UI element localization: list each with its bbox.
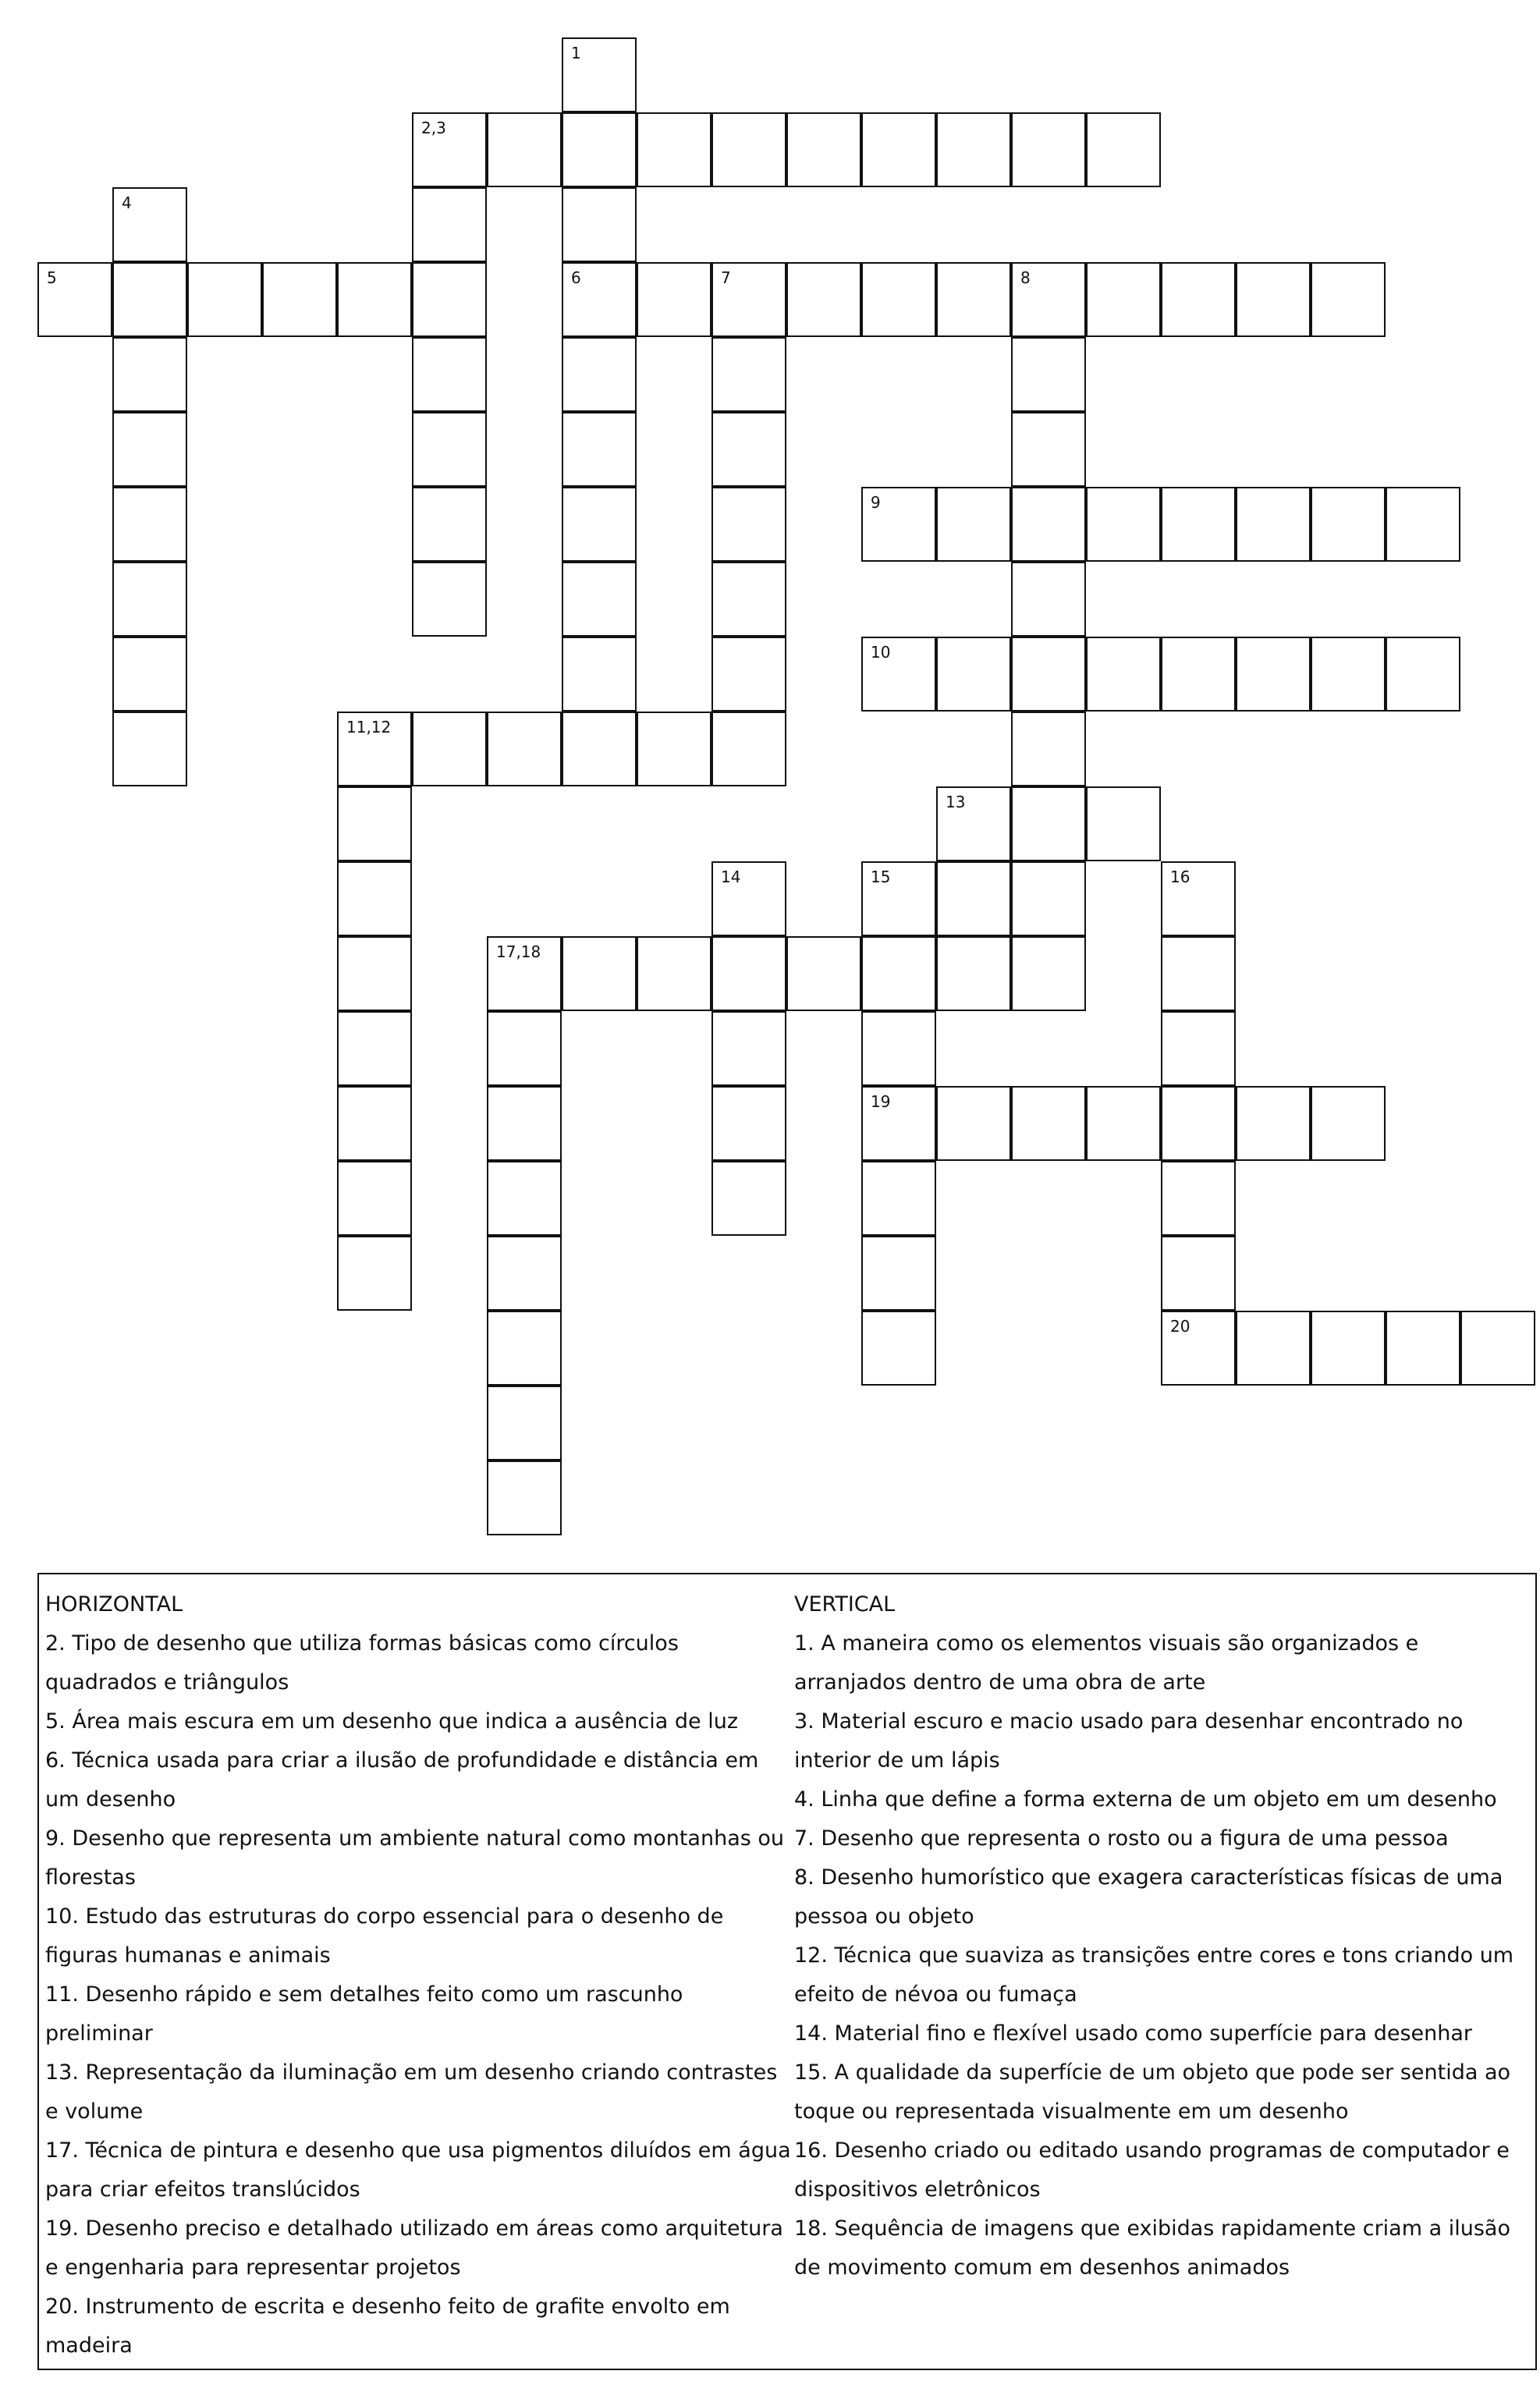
grid-cell[interactable] <box>637 936 711 1011</box>
grid-cell[interactable] <box>337 712 412 786</box>
grid-cell[interactable] <box>711 1086 786 1161</box>
across-clue: 19. Desenho preciso e detalhado utilizado em áreas como arquitetura e engenharia para representar projetos <box>45 2216 783 2280</box>
grid-cell[interactable] <box>861 1161 936 1236</box>
clue-number: 13 <box>946 793 966 811</box>
grid-cell[interactable] <box>562 337 637 412</box>
down-clue: 4. Linha que define a forma externa de um objeto em um desenho <box>794 1787 1497 1812</box>
grid-cell[interactable] <box>487 936 562 1011</box>
grid-cell[interactable] <box>487 112 562 187</box>
grid-cell[interactable] <box>1011 487 1086 562</box>
grid-cell[interactable] <box>1311 1086 1386 1161</box>
grid-cell[interactable] <box>711 936 786 1011</box>
grid-cell[interactable] <box>412 112 487 187</box>
grid-cell[interactable] <box>1161 637 1236 712</box>
grid-cell[interactable] <box>1086 786 1161 861</box>
grid-cell[interactable] <box>711 562 786 637</box>
clue-box <box>37 1573 1537 2370</box>
grid-cell[interactable] <box>1011 861 1086 936</box>
grid-cell[interactable] <box>711 712 786 786</box>
grid-cell[interactable] <box>861 637 936 712</box>
grid-cell[interactable] <box>412 337 487 412</box>
grid-cell[interactable] <box>1161 1011 1236 1086</box>
grid-cell[interactable] <box>112 637 187 712</box>
grid-cell[interactable] <box>487 712 562 786</box>
grid-cell[interactable] <box>337 1086 412 1161</box>
across-clues-column <box>45 1585 793 2365</box>
grid-cell[interactable] <box>487 1386 562 1460</box>
grid-cell[interactable] <box>936 637 1011 712</box>
grid-cell[interactable] <box>1086 1086 1161 1161</box>
grid-cell[interactable] <box>112 337 187 412</box>
grid-cell[interactable] <box>337 1011 412 1086</box>
down-clue: 1. A maneira como os elementos visuais são organizados e arranjados dentro de uma obra de arte <box>794 1631 1419 1695</box>
grid-cell[interactable] <box>1386 637 1460 712</box>
grid-cell[interactable] <box>337 786 412 861</box>
grid-cell[interactable] <box>1236 487 1311 562</box>
grid-cell[interactable] <box>337 1161 412 1236</box>
grid-cell[interactable] <box>1460 1311 1535 1386</box>
down-clue: 12. Técnica que suaviza as transições entre cores e tons criando um efeito de névoa ou fumaça <box>794 1943 1514 2007</box>
grid-cell[interactable] <box>1161 936 1236 1011</box>
grid-cell[interactable] <box>1011 262 1086 337</box>
grid-cell[interactable] <box>861 112 936 187</box>
grid-cell[interactable] <box>487 1460 562 1535</box>
grid-cell[interactable] <box>37 262 112 337</box>
grid-cell[interactable] <box>1161 1086 1236 1161</box>
grid-cell[interactable] <box>861 1236 936 1311</box>
down-clue: 3. Material escuro e macio usado para desenhar encontrado no interior de um lápis <box>794 1709 1464 1773</box>
grid-cell[interactable] <box>1086 262 1161 337</box>
grid-cell[interactable] <box>861 936 936 1011</box>
grid-cell[interactable] <box>936 861 1011 936</box>
clue-number: 4 <box>122 193 132 212</box>
down-heading: VERTICAL <box>794 1592 896 1617</box>
grid-cell[interactable] <box>861 1011 936 1086</box>
grid-cell[interactable] <box>637 262 711 337</box>
grid-cell[interactable] <box>936 262 1011 337</box>
grid-cell[interactable] <box>562 936 637 1011</box>
grid-cell[interactable] <box>1086 487 1161 562</box>
clue-number: 7 <box>721 268 731 287</box>
clue-number: 1 <box>571 44 581 62</box>
grid-cell[interactable] <box>786 262 861 337</box>
grid-cell[interactable] <box>562 187 637 262</box>
grid-cell[interactable] <box>412 187 487 262</box>
grid-cell[interactable] <box>936 112 1011 187</box>
grid-cell[interactable] <box>337 861 412 936</box>
grid-cell[interactable] <box>711 337 786 412</box>
grid-cell[interactable] <box>711 1161 786 1236</box>
grid-cell[interactable] <box>562 37 637 112</box>
down-clues-column <box>794 1585 1535 2287</box>
grid-cell[interactable] <box>861 861 936 936</box>
grid-cell[interactable] <box>936 786 1011 861</box>
down-clue: 15. A qualidade da superfície de um objeto que pode ser sentida ao toque ou representada visualmente em um desenho <box>794 2060 1511 2124</box>
clue-number: 20 <box>1170 1317 1190 1336</box>
grid-cell[interactable] <box>1011 1086 1086 1161</box>
grid-cell[interactable] <box>936 936 1011 1011</box>
across-clue: 11. Desenho rápido e sem detalhes feito como um rascunho preliminar <box>45 1982 683 2046</box>
grid-cell[interactable] <box>1011 112 1086 187</box>
grid-cell[interactable] <box>861 1311 936 1386</box>
grid-cell[interactable] <box>1311 262 1386 337</box>
grid-cell[interactable] <box>936 1086 1011 1161</box>
grid-cell[interactable] <box>337 936 412 1011</box>
clue-number: 16 <box>1170 868 1190 886</box>
grid-cell[interactable] <box>412 562 487 637</box>
grid-cell[interactable] <box>1011 786 1086 861</box>
grid-cell[interactable] <box>861 1086 936 1161</box>
grid-cell[interactable] <box>711 1011 786 1086</box>
grid-cell[interactable] <box>1161 1311 1236 1386</box>
grid-cell[interactable] <box>1086 637 1161 712</box>
grid-cell[interactable] <box>1011 412 1086 487</box>
down-clue: 7. Desenho que representa o rosto ou a figura de uma pessoa <box>794 1826 1449 1851</box>
grid-cell[interactable] <box>1386 1311 1460 1386</box>
grid-cell[interactable] <box>562 412 637 487</box>
grid-cell[interactable] <box>1311 637 1386 712</box>
across-clue: 17. Técnica de pintura e desenho que usa pigmentos diluídos em água para criar efeitos translúcidos <box>45 2138 791 2202</box>
grid-cell[interactable] <box>487 1086 562 1161</box>
grid-cell[interactable] <box>112 562 187 637</box>
grid-cell[interactable] <box>786 112 861 187</box>
grid-cell[interactable] <box>1011 562 1086 637</box>
grid-cell[interactable] <box>1086 112 1161 187</box>
grid-cell[interactable] <box>637 712 711 786</box>
across-clue: 6. Técnica usada para criar a ilusão de profundidade e distância em um desenho <box>45 1748 759 1812</box>
grid-cell[interactable] <box>562 637 637 712</box>
clue-number: 5 <box>47 268 57 287</box>
clue-number: 9 <box>871 493 881 512</box>
grid-cell[interactable] <box>262 262 337 337</box>
clue-number: 10 <box>871 643 891 662</box>
grid-cell[interactable] <box>412 262 487 337</box>
grid-cell[interactable] <box>1386 487 1460 562</box>
grid-cell[interactable] <box>412 712 487 786</box>
grid-cell[interactable] <box>112 412 187 487</box>
grid-cell[interactable] <box>1011 637 1086 712</box>
grid-cell[interactable] <box>412 487 487 562</box>
grid-cell[interactable] <box>861 487 936 562</box>
grid-cell[interactable] <box>337 1236 412 1311</box>
grid-cell[interactable] <box>562 487 637 562</box>
grid-cell[interactable] <box>337 262 412 337</box>
grid-cell[interactable] <box>1236 1086 1311 1161</box>
clue-number: 6 <box>571 268 581 287</box>
down-clue: 18. Sequência de imagens que exibidas rapidamente criam a ilusão de movimento comum em desenhos animados <box>794 2216 1510 2280</box>
grid-cell[interactable] <box>1161 1161 1236 1236</box>
grid-cell[interactable] <box>112 487 187 562</box>
grid-cell[interactable] <box>112 712 187 786</box>
grid-cell[interactable] <box>1311 487 1386 562</box>
across-clue: 13. Representação da iluminação em um desenho criando contrastes e volume <box>45 2060 778 2124</box>
across-clue: 9. Desenho que representa um ambiente natural como montanhas ou florestas <box>45 1826 785 1890</box>
grid-cell[interactable] <box>936 487 1011 562</box>
grid-cell[interactable] <box>861 262 936 337</box>
clue-number: 14 <box>721 868 741 886</box>
grid-cell[interactable] <box>412 412 487 487</box>
clue-number: 19 <box>871 1092 891 1111</box>
clue-number: 11,12 <box>346 718 392 736</box>
grid-cell[interactable] <box>562 562 637 637</box>
grid-cell[interactable] <box>1011 337 1086 412</box>
grid-cell[interactable] <box>711 262 786 337</box>
clue-number: 17,18 <box>496 942 541 961</box>
grid-cell[interactable] <box>711 112 786 187</box>
across-clue: 5. Área mais escura em um desenho que indica a ausência de luz <box>45 1709 739 1734</box>
clue-number: 2,3 <box>421 119 446 137</box>
grid-cell[interactable] <box>112 187 187 262</box>
grid-cell[interactable] <box>187 262 262 337</box>
grid-cell[interactable] <box>1311 1311 1386 1386</box>
grid-cell[interactable] <box>1011 712 1086 786</box>
grid-cell[interactable] <box>1161 861 1236 936</box>
grid-cell[interactable] <box>1236 637 1311 712</box>
grid-cell[interactable] <box>711 637 786 712</box>
grid-cell[interactable] <box>112 262 187 337</box>
clue-number: 8 <box>1020 268 1031 287</box>
grid-cell[interactable] <box>1236 1311 1311 1386</box>
across-heading: HORIZONTAL <box>45 1592 183 1617</box>
clue-number: 15 <box>871 868 891 886</box>
grid-cell[interactable] <box>1161 262 1236 337</box>
grid-cell[interactable] <box>1236 262 1311 337</box>
grid-cell[interactable] <box>562 712 637 786</box>
grid-cell[interactable] <box>711 487 786 562</box>
across-clue: 2. Tipo de desenho que utiliza formas básicas como círculos quadrados e triângulos <box>45 1631 679 1695</box>
grid-cell[interactable] <box>487 1161 562 1236</box>
grid-cell[interactable] <box>562 112 637 187</box>
down-clue: 14. Material fino e flexível usado como superfície para desenhar <box>794 2021 1473 2046</box>
across-clue: 10. Estudo das estruturas do corpo essencial para o desenho de figuras humanas e animais <box>45 1904 724 1968</box>
grid-cell[interactable] <box>1161 1236 1236 1311</box>
down-clue: 8. Desenho humorístico que exagera características físicas de uma pessoa ou objeto <box>794 1865 1503 1929</box>
grid-cell[interactable] <box>711 412 786 487</box>
grid-cell[interactable] <box>487 1236 562 1311</box>
grid-cell[interactable] <box>786 936 861 1011</box>
grid-cell[interactable] <box>711 861 786 936</box>
down-clue: 16. Desenho criado ou editado usando programas de computador e dispositivos eletrônicos <box>794 2138 1510 2202</box>
grid-cell[interactable] <box>637 112 711 187</box>
across-clue: 20. Instrumento de escrita e desenho feito de grafite envolto em madeira <box>45 2294 730 2358</box>
grid-cell[interactable] <box>562 262 637 337</box>
grid-cell[interactable] <box>1161 487 1236 562</box>
grid-cell[interactable] <box>487 1011 562 1086</box>
grid-cell[interactable] <box>487 1311 562 1386</box>
grid-cell[interactable] <box>1011 936 1086 1011</box>
